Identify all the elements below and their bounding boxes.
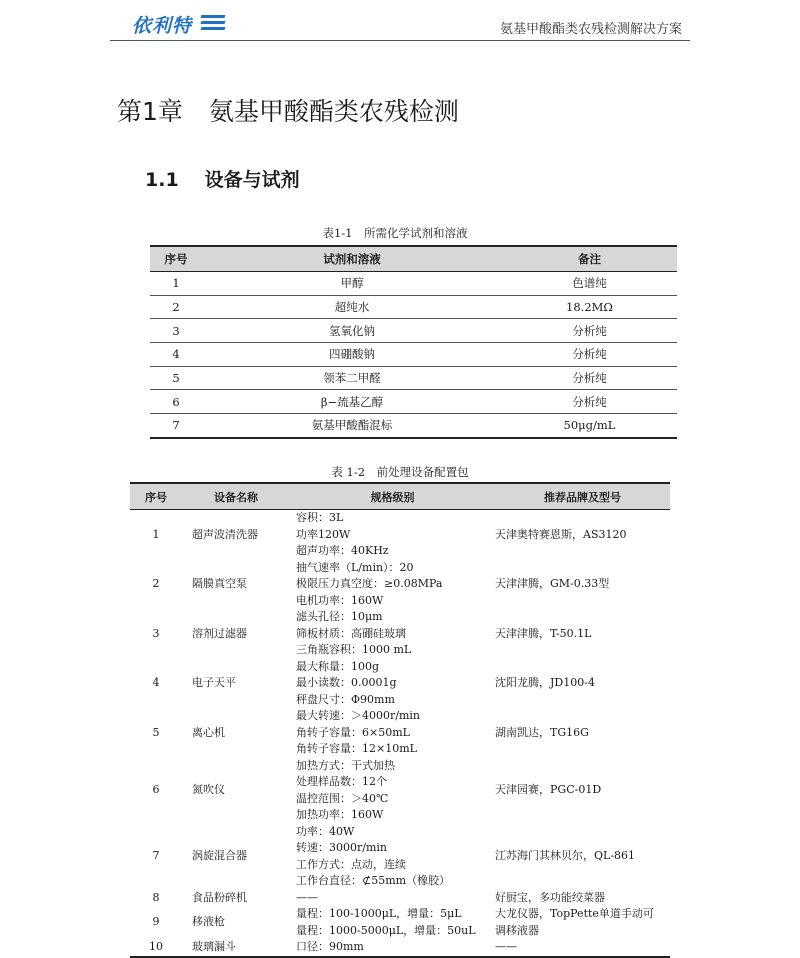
brand-line: 天津奥特赛恩斯，AS3120 xyxy=(495,527,627,541)
spec-line: 角转子容量：6×50mL xyxy=(296,725,410,739)
header-divider xyxy=(110,40,690,41)
equipment-name: 氮吹仪 xyxy=(192,783,225,797)
spec-cell xyxy=(290,824,495,890)
brand-line: 湖南凯达，TG16G xyxy=(495,725,589,739)
brand-line: 调移液器 xyxy=(495,923,539,937)
row-number: 5 xyxy=(152,725,160,739)
table-cell: 2 xyxy=(150,295,202,319)
spec-line: 角转子容量：12×10mL xyxy=(296,742,417,755)
column-header: 试剂和溶液 xyxy=(202,246,502,272)
table-row xyxy=(150,319,677,343)
equipment-name: 离心机 xyxy=(192,725,225,739)
spec-line: 容积：3L xyxy=(296,511,344,524)
table2-caption: 表 1-2 前处理设备配置包 xyxy=(331,465,469,479)
table-cell: 分析纯 xyxy=(502,366,677,390)
table-row xyxy=(150,295,677,319)
row-number: 1 xyxy=(152,527,160,541)
spec-line: 口径：90mm xyxy=(296,940,364,953)
spec-line: 加热方式：干式加热 xyxy=(296,758,395,772)
table-cell: 甲醇 xyxy=(202,272,502,296)
table-row xyxy=(130,906,670,939)
column-header: 推荐品牌及型号 xyxy=(495,483,670,510)
table-cell: 色谱纯 xyxy=(502,272,677,296)
section-heading xyxy=(145,165,300,192)
table-cell: 3 xyxy=(150,319,202,343)
spec-cell xyxy=(290,939,495,957)
brand-line: 天津园赛，PGC-01D xyxy=(495,783,602,797)
table-cell: 分析纯 xyxy=(502,390,677,414)
table-row xyxy=(130,659,670,709)
brand-line: 好厨宝，多功能绞菜器 xyxy=(495,890,605,904)
spec-line: 加热功率：160W xyxy=(296,808,384,821)
brand-cell xyxy=(495,609,670,659)
table-row xyxy=(130,939,670,957)
table-row xyxy=(150,414,677,438)
row-number: 10 xyxy=(130,939,182,957)
spec-line: 量程：1000-5000μL，增量：50uL xyxy=(296,923,476,937)
table-cell: 5 xyxy=(150,366,202,390)
row-number: 2 xyxy=(152,577,160,590)
brand-line: 大龙仪器，TopPette单道手动可 xyxy=(495,907,654,920)
brand-cell xyxy=(495,708,670,758)
table-cell: 领苯二甲醛 xyxy=(202,366,502,390)
running-header-title: 氨基甲酸酯类农残检测解决方案 xyxy=(499,22,682,37)
equipment-name: 隔膜真空泵 xyxy=(192,577,247,590)
table-cell: 分析纯 xyxy=(502,343,677,367)
table-row xyxy=(150,272,677,296)
spec-line: 工作台直径：⊄55mm（橡胶） xyxy=(296,874,451,887)
brand-cell xyxy=(495,824,670,890)
chapter-number: 第1章 xyxy=(117,97,183,126)
row-number: 8 xyxy=(152,890,160,904)
spec-line: 超声功率：40KHz xyxy=(296,544,389,557)
table-row xyxy=(130,609,670,659)
spec-line: 筛板材质：高硼硅玻璃 xyxy=(296,626,406,640)
spec-line: 温控范围：＞40℃ xyxy=(296,791,389,805)
spec-line: 处理样品数：12个 xyxy=(296,775,387,788)
spec-line: 功率：40W xyxy=(296,824,355,838)
equipment-name: 溶剂过滤器 xyxy=(192,626,247,640)
table-row xyxy=(150,343,677,367)
spec-line: 抽气速率（L/min）：20 xyxy=(296,560,414,574)
table-cell: 超纯水 xyxy=(202,295,502,319)
brand-cell xyxy=(495,939,670,957)
equipment-name: 玻璃漏斗 xyxy=(182,939,290,957)
row-number: 4 xyxy=(152,676,160,689)
brand-line: 沈阳龙腾，JD100-4 xyxy=(495,676,595,689)
chapter-heading xyxy=(117,92,459,128)
equipment-name: 超声波清洗器 xyxy=(192,527,258,541)
spec-line: 极限压力真空度：≥0.08MPa xyxy=(296,577,443,590)
table-header-row xyxy=(150,246,677,272)
brand-line: 江苏海门其林贝尔，QL-861 xyxy=(495,849,636,863)
table-row xyxy=(130,824,670,890)
logo-mark-icon xyxy=(201,15,225,33)
brand-cell xyxy=(495,890,670,907)
section-number: 1.1 xyxy=(145,169,179,191)
brand-line: —— xyxy=(495,940,517,953)
table1-caption: 表1-1 所需化学试剂和溶液 xyxy=(322,226,468,240)
table-header-row xyxy=(130,483,670,510)
table-row xyxy=(130,510,670,560)
spec-cell xyxy=(290,510,495,560)
brand-cell xyxy=(495,659,670,709)
table-cell: 四硼酸钠 xyxy=(202,343,502,367)
column-header: 设备名称 xyxy=(182,483,290,510)
spec-cell xyxy=(290,560,495,610)
table-cell: 50μg/mL xyxy=(502,414,677,438)
spec-line: 最小读数：0.0001g xyxy=(296,676,397,689)
table-row xyxy=(130,560,670,610)
table-cell: 分析纯 xyxy=(502,319,677,343)
reagents-table xyxy=(150,245,677,439)
row-number: 9 xyxy=(152,915,160,929)
spec-line: 转速：3000r/min xyxy=(296,841,387,854)
table-cell: 6 xyxy=(150,390,202,414)
column-header: 规格级别 xyxy=(290,483,495,510)
table-cell: 氨基甲酸酯混标 xyxy=(202,414,502,438)
brand-cell xyxy=(495,560,670,610)
brand-logo: 依利特 xyxy=(132,15,193,37)
row-number: 6 xyxy=(152,783,160,797)
spec-line: 最大转速：＞4000r/min xyxy=(296,709,420,722)
table-row xyxy=(130,758,670,824)
chapter-title: 氨基甲酸酯类农残检测 xyxy=(208,97,459,126)
table-cell: 4 xyxy=(150,343,202,367)
table-row xyxy=(130,890,670,907)
spec-cell xyxy=(290,609,495,659)
column-header: 序号 xyxy=(150,246,202,272)
brand-cell xyxy=(495,510,670,560)
spec-line: 功率120W xyxy=(296,527,351,541)
spec-line: —— xyxy=(296,890,318,904)
brand-cell xyxy=(495,906,670,939)
spec-cell xyxy=(290,758,495,824)
table-cell: β−巯基乙醇 xyxy=(202,390,502,414)
brand-line: 天津津腾，GM-0.33型 xyxy=(495,577,610,590)
spec-line: 电机功率：160W xyxy=(296,593,384,607)
table-row xyxy=(150,366,677,390)
spec-cell xyxy=(290,890,495,907)
row-number: 3 xyxy=(152,626,160,640)
spec-line: 最大称量：100g xyxy=(296,659,380,673)
table-row xyxy=(130,708,670,758)
spec-line: 三角瓶容积：1000 mL xyxy=(296,643,412,656)
spec-line: 工作方式：点动，连续 xyxy=(296,857,406,871)
row-number: 7 xyxy=(152,849,160,863)
spec-line: 量程：100-1000μL，增量：5μL xyxy=(296,907,462,920)
table-cell: 18.2MΩ xyxy=(502,295,677,319)
spec-cell xyxy=(290,906,495,939)
table-row xyxy=(150,390,677,414)
equipment-name: 移液枪 xyxy=(192,915,225,929)
spec-line: 滤头孔径：10μm xyxy=(296,610,383,623)
table-cell: 7 xyxy=(150,414,202,438)
equipment-name: 涡旋混合器 xyxy=(192,849,247,863)
table-cell: 1 xyxy=(150,272,202,296)
spec-cell xyxy=(290,708,495,758)
spec-cell xyxy=(290,659,495,709)
section-title: 设备与试剂 xyxy=(204,169,300,191)
equipment-table xyxy=(130,482,670,958)
table-cell: 氢氧化钠 xyxy=(202,319,502,343)
page-header xyxy=(0,0,800,45)
equipment-name: 食品粉碎机 xyxy=(192,890,247,904)
column-header: 备注 xyxy=(502,246,677,272)
brand-line: 天津津腾，T-50.1L xyxy=(495,626,592,640)
column-header: 序号 xyxy=(130,483,182,510)
spec-line: 秤盘尺寸：Φ90mm xyxy=(296,692,395,706)
equipment-name: 电子天平 xyxy=(192,676,236,689)
brand-cell xyxy=(495,758,670,824)
